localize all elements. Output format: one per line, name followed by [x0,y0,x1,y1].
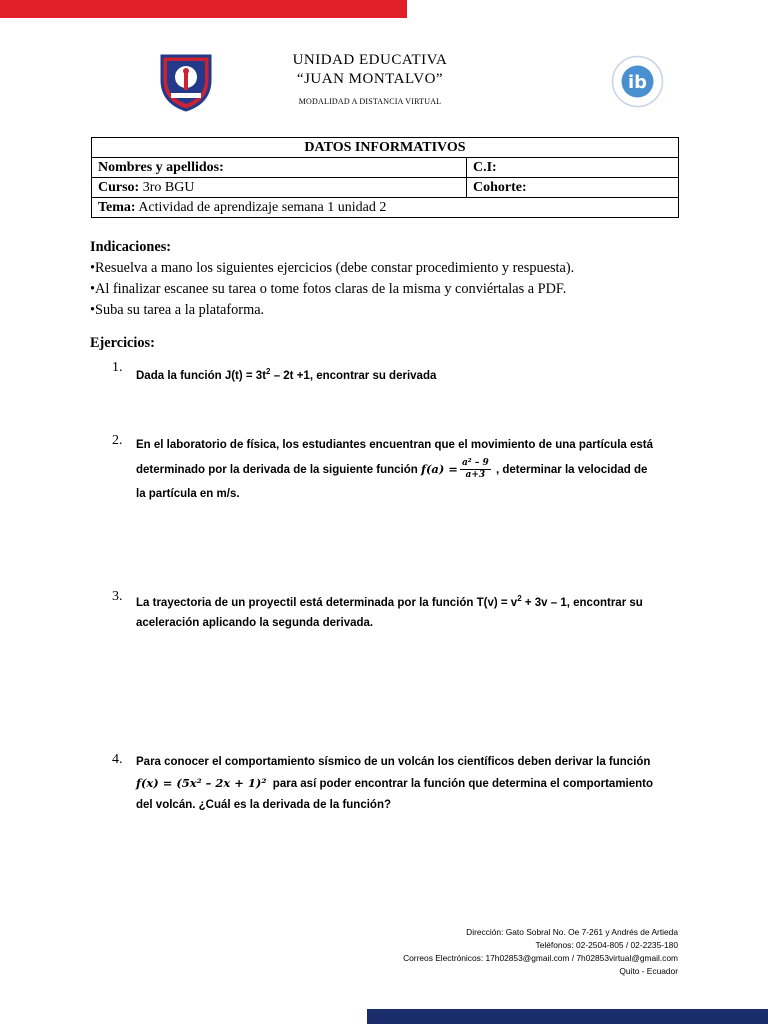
indicacion-item: •Al finalizar escanee su tarea o tome fotos claras de la misma y conviértalas a PDF. [90,281,567,297]
info-table [91,137,679,218]
indicaciones-title: Indicaciones: [90,239,172,255]
school-header [230,50,510,106]
school-shield-logo [159,52,213,112]
ci-cell: C.I: [467,158,679,178]
nombres-cell: Nombres y apellidos: [92,158,467,178]
indicacion-item: •Suba su tarea a la plataforma. [90,302,265,318]
svg-text:ib: ib [627,72,648,93]
modality: MODALIDAD A DISTANCIA VIRTUAL [298,97,442,106]
school-name-quoted: “JUAN MONTALVO” [296,71,444,87]
footer-address: Dirección: Gato Sobral No. Oe 7-261 y Andrés de Artieda [466,927,678,937]
ejercicios-title: Ejercicios: [90,335,155,351]
school-name: UNIDAD EDUCATIVA [292,52,448,68]
footer-emails: Correos Electrónicos: 17h02853@gmail.com / 7h02853virtual@gmail.com [403,953,678,963]
info-table-title: DATOS INFORMATIVOS [92,138,679,158]
top-red-bar [0,0,407,18]
bottom-blue-bar [367,1009,768,1024]
footer-city: Quito - Ecuador [619,966,678,976]
curso-cell: Curso: 3ro BGU [92,178,467,198]
footer-phones: Teléfonos: 02-2504-805 / 02-2235-180 [535,940,678,950]
footer-contact [403,926,678,978]
cohorte-cell: Cohorte: [467,178,679,198]
indicacion-item: •Resuelva a mano los siguientes ejercicios (debe constar procedimiento y respuesta). [90,260,575,276]
ib-logo [611,55,664,108]
indicaciones-section [90,237,574,321]
tema-cell: Tema: Actividad de aprendizaje semana 1 unidad 2 [92,198,679,218]
